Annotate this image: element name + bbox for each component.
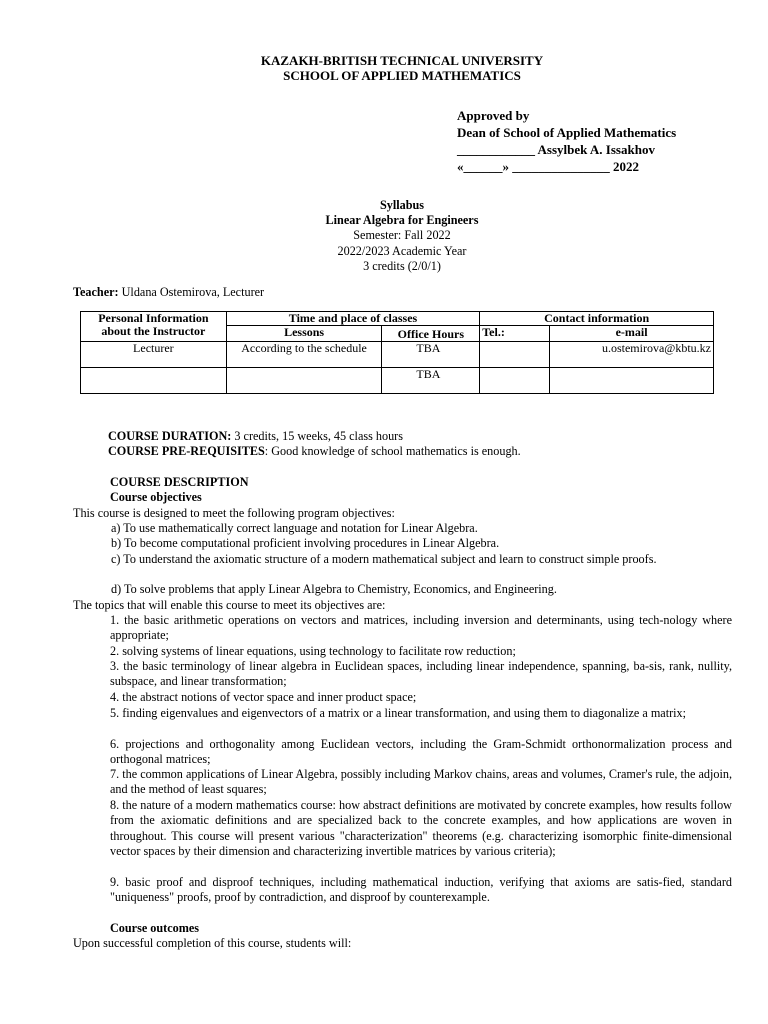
cell-office: TBA xyxy=(382,368,480,394)
course-objectives-heading: Course objectives xyxy=(110,490,202,504)
instructor-table xyxy=(80,311,714,394)
cell-email xyxy=(550,368,714,394)
list-item: 8. the nature of a modern mathematics course: how abstract definitions are motivated by concrete examples, how results follow from the axiomatic definitions and are specialized back to the concrete examples, and how applications are woven in throughout. This course will present various "characterization" theorems (e.g. characterizing isomorphic finite-dimensional vector spaces by their dimension and characterizing invertible matrices by various criteria); xyxy=(110,798,732,859)
list-item: 5. finding eigenvalues and eigenvectors of a matrix or a linear transformation, and using them to diagonalize a matrix; xyxy=(110,706,687,720)
course-outcomes-heading: Course outcomes xyxy=(110,921,200,935)
cell-email: u.ostemirova@kbtu.kz xyxy=(550,342,714,368)
university-name: KAZAKH-BRITISH TECHNICAL UNIVERSITY xyxy=(260,53,544,68)
header-office-hours: Office Hours xyxy=(382,326,480,342)
list-item: b) To become computational proficient involving procedures in Linear Algebra. xyxy=(111,536,500,550)
list-item: c) To understand the axiomatic structure of a modern mathematical subject and learn to construct simple proofs. xyxy=(111,552,657,566)
course-prerequisites xyxy=(108,444,521,459)
cell-tel xyxy=(480,342,550,368)
header-email: e-mail xyxy=(550,326,714,342)
outcomes-intro: Upon successful completion of this course, students will: xyxy=(73,936,352,950)
academic-year: 2022/2023 Academic Year xyxy=(337,244,467,258)
syllabus-label: Syllabus xyxy=(379,198,425,212)
cell-lessons xyxy=(226,368,382,394)
list-item: 9. basic proof and disproof techniques, including mathematical induction, verifying that axioms are satis-fied, standard "uniqueness" proofs, proof by contradiction, and disproof by counterexample. xyxy=(110,875,732,905)
topics-intro: The topics that will enable this course to meet its objectives are: xyxy=(73,598,386,612)
list-item: 7. the common applications of Linear Algebra, possibly including Markov chains, areas and volumes, Cramer's rule, the adjoin, and the method of least squares; xyxy=(110,767,732,797)
list-item: 3. the basic terminology of linear algebra in Euclidean spaces, including linear independence, spanning, ba-sis, rank, nullity, subspace, and linear transformation; xyxy=(110,659,732,689)
cell-personal xyxy=(81,368,227,394)
header-contact-info: Contact information xyxy=(480,312,714,326)
header-time-place: Time and place of classes xyxy=(226,312,480,326)
semester: Semester: Fall 2022 xyxy=(353,228,451,242)
duration-value: 3 credits, 15 weeks, 45 class hours xyxy=(231,429,403,443)
duration-label: COURSE DURATION: xyxy=(108,429,232,443)
list-item: 4. the abstract notions of vector space and inner product space; xyxy=(110,690,417,704)
cell-personal: Lecturer xyxy=(81,342,227,368)
teacher-label: Teacher: xyxy=(73,285,119,299)
teacher-line xyxy=(73,285,264,300)
school-name: SCHOOL OF APPLIED MATHEMATICS xyxy=(283,68,521,83)
list-item: 1. the basic arithmetic operations on vectors and matrices, including inversion and determinants, using tech-nology where appropriate; xyxy=(110,613,732,643)
credits: 3 credits (2/0/1) xyxy=(363,259,441,273)
list-item: a) To use mathematically correct language and notation for Linear Algebra. xyxy=(111,521,478,535)
list-item: d) To solve problems that apply Linear Algebra to Chemistry, Economics, and Engineering. xyxy=(111,582,557,596)
list-item: 2. solving systems of linear equations, using technology to facilitate row reduction; xyxy=(110,644,516,658)
course-description-heading: COURSE DESCRIPTION xyxy=(110,475,249,489)
cell-lessons: According to the schedule xyxy=(226,342,382,368)
header-lessons: Lessons xyxy=(226,326,382,342)
teacher-value: Uldana Ostemirova, Lecturer xyxy=(118,285,265,299)
table-row xyxy=(81,342,714,368)
signature-line: ____________ Assylbek A. Issakhov xyxy=(457,142,655,157)
approved-by: Approved by xyxy=(457,108,530,123)
objectives-intro: This course is designed to meet the following program objectives: xyxy=(73,506,395,520)
date-line: «______» _______________ 2022 xyxy=(457,159,639,174)
table-row xyxy=(81,368,714,394)
list-item: 6. projections and orthogonality among Euclidean vectors, including the Gram-Schmidt orthonormalization process and orthogonal matrices; xyxy=(110,737,732,767)
cell-office: TBA xyxy=(382,342,480,368)
prereq-label: COURSE PRE-REQUISITES xyxy=(108,444,265,458)
header-personal-info: Personal Information about the Instructor xyxy=(81,312,227,342)
prereq-value: : Good knowledge of school mathematics is enough. xyxy=(264,444,521,458)
header-tel: Tel.: xyxy=(480,326,550,342)
approver-title: Dean of School of Applied Mathematics xyxy=(457,125,677,140)
course-title: Linear Algebra for Engineers xyxy=(325,213,479,227)
cell-tel xyxy=(480,368,550,394)
course-duration xyxy=(108,429,403,444)
